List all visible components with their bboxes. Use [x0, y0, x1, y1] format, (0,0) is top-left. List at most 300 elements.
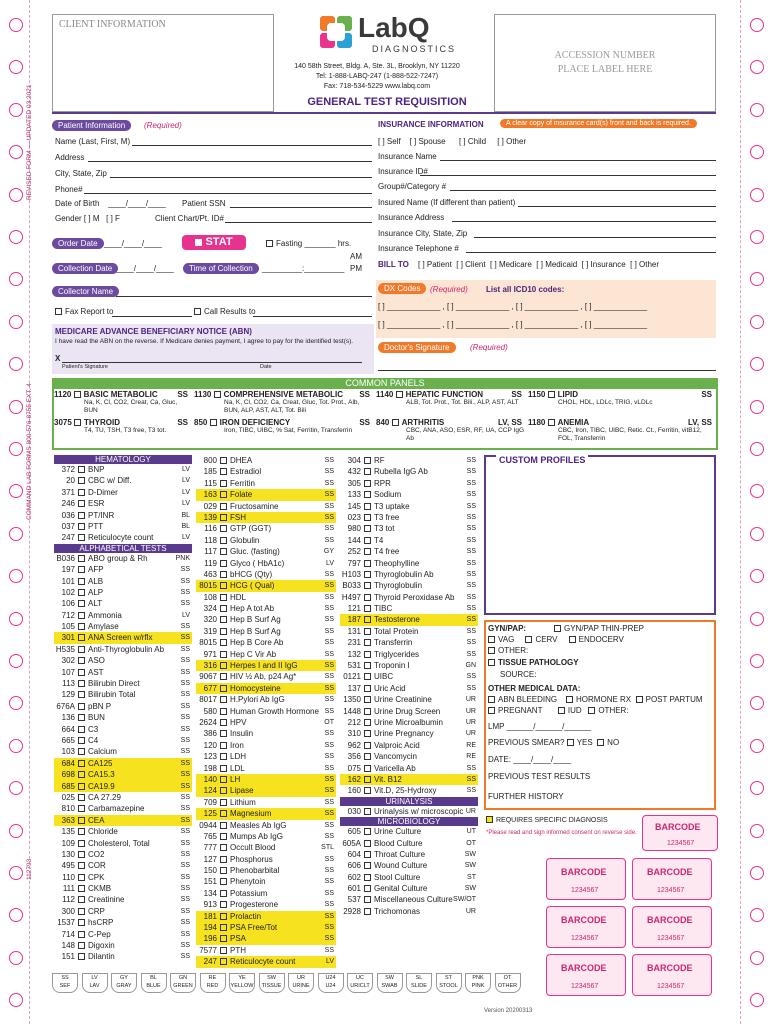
- insurance-tel-label: Insurance Telephone #: [378, 244, 459, 253]
- test-row[interactable]: 371 D-Dimer LV: [61, 487, 190, 497]
- test-row[interactable]: 677 Homocysteine SS: [196, 683, 336, 694]
- logo-subtitle: DIAGNOSTICS: [372, 44, 457, 54]
- test-row[interactable]: 148 Digoxin SS: [61, 941, 190, 951]
- test-row[interactable]: H535 Anti-Thyroglobulin Ab SS: [55, 644, 190, 654]
- requires-diagnosis-label: REQUIRES SPECIFIC DIAGNOSIS: [486, 816, 608, 824]
- binder-hole-icon: [750, 484, 764, 498]
- other-medical-data-label: OTHER MEDICAL DATA:: [488, 684, 581, 693]
- test-row[interactable]: 139 FSH SS: [196, 512, 336, 523]
- barcode-number: 1234567: [657, 887, 685, 894]
- test-row[interactable]: 605A Blood Culture OT: [342, 838, 476, 848]
- group-field[interactable]: [450, 190, 716, 191]
- tube-lav: LV LAV: [82, 973, 108, 993]
- right-tractor-strip: [740, 0, 770, 1024]
- tube-slide: SL SLIDE: [406, 973, 432, 993]
- lmp-field[interactable]: LMP ______/______/______: [488, 722, 592, 731]
- test-row[interactable]: B036 ABO group & Rh PNK: [56, 553, 190, 563]
- test-row[interactable]: 316 Herpes I and II IgG SS: [196, 660, 336, 671]
- abn-signature-field[interactable]: [62, 362, 362, 363]
- barcode-top: [642, 815, 718, 851]
- test-row[interactable]: 319 Hep B Surf Ag SS: [203, 626, 334, 636]
- previous-results-label: PREVIOUS TEST RESULTS: [488, 772, 591, 781]
- test-row[interactable]: 20 CBC w/ Diff. LV: [66, 476, 190, 486]
- test-row[interactable]: 605 Urine Culture UT: [347, 827, 476, 837]
- insurance-address-field[interactable]: [452, 221, 716, 222]
- binder-hole-icon: [9, 866, 23, 880]
- test-row[interactable]: 777 Occult Blood STL: [203, 843, 334, 853]
- test-row[interactable]: 111 CKMB SS: [62, 884, 190, 894]
- binder-hole-icon: [9, 230, 23, 244]
- test-row[interactable]: 029 Fructosamine SS: [203, 501, 334, 511]
- address-label: Address: [55, 153, 85, 162]
- test-row[interactable]: 800 DHEA SS: [203, 456, 334, 465]
- group-label: Group#/Category #: [378, 182, 447, 191]
- binder-hole-icon: [750, 696, 764, 710]
- dob-field[interactable]: ____/____/____: [108, 199, 166, 208]
- test-row[interactable]: 103 Calcium SS: [61, 747, 190, 757]
- gyn-other-checkbox[interactable]: OTHER:: [488, 646, 528, 655]
- insurance-city-field[interactable]: [474, 237, 716, 238]
- binder-hole-icon: [750, 188, 764, 202]
- test-row[interactable]: 140 LH SS: [196, 774, 336, 785]
- test-row[interactable]: 131 Total Protein SS: [347, 626, 476, 636]
- test-row[interactable]: 117 Gluc. (fasting) GY: [204, 547, 334, 557]
- version: Version 20200313: [484, 1008, 533, 1014]
- test-row[interactable]: 163 Folate SS: [196, 489, 336, 500]
- thin-prep-checkbox[interactable]: GYN/PAP THIN-PREP: [554, 624, 644, 633]
- test-row[interactable]: 684 CA125 SS: [54, 758, 192, 769]
- test-row[interactable]: 709 Lithium SS: [203, 797, 334, 807]
- further-history-label: FURTHER HISTORY: [488, 792, 564, 801]
- test-row[interactable]: 310 Urine Pregnancy UR: [347, 729, 476, 739]
- test-row[interactable]: 2624 HPV OT: [199, 717, 334, 727]
- test-row[interactable]: 124 Lipase SS: [196, 785, 336, 796]
- barcode-number: 1234567: [657, 983, 685, 990]
- phone-field[interactable]: [84, 193, 372, 194]
- test-row[interactable]: 151 Phenytoin SS: [203, 877, 334, 887]
- test-row[interactable]: 602 Stool Culture ST: [347, 872, 476, 882]
- binder-hole-icon: [750, 824, 764, 838]
- dob-label: Date of Birth: [55, 199, 100, 208]
- test-row[interactable]: 8015 Hep B Core Ab SS: [199, 638, 334, 648]
- binder-hole-icon: [9, 612, 23, 626]
- test-row[interactable]: 810 Carbamazepine SS: [61, 804, 190, 814]
- binder-hole-icon: [750, 230, 764, 244]
- test-row[interactable]: 797 Theophylline SS: [347, 558, 476, 568]
- test-row[interactable]: 320 Hep B Surf Ag SS: [203, 615, 334, 625]
- fax-field[interactable]: [112, 316, 192, 317]
- test-row[interactable]: 7577 PTH SS: [199, 945, 334, 955]
- test-row[interactable]: 246 ESR LV: [61, 499, 190, 509]
- test-row[interactable]: 664 C3 SS: [61, 724, 190, 734]
- barcode-number: 1234567: [571, 935, 599, 942]
- test-row[interactable]: 105 Amylase SS: [61, 622, 190, 632]
- insurance-address-label: Insurance Address: [378, 213, 445, 222]
- test-row[interactable]: 118 Globulin SS: [204, 535, 334, 545]
- barcode-box: [546, 954, 626, 996]
- microbiology-heading: MICROBIOLOGY: [340, 817, 478, 826]
- binder-hole-icon: [9, 908, 23, 922]
- binder-hole-icon: [750, 951, 764, 965]
- test-row[interactable]: 119 Glyco ( HbA1c) LV: [204, 558, 334, 568]
- tube-sef: SS SEF: [52, 973, 78, 993]
- tube-blue: BL BLUE: [141, 973, 167, 993]
- insurance-heading: INSURANCE INFORMATION: [378, 120, 484, 129]
- bill-to-label: BILL TO: [378, 260, 409, 269]
- barcode-box: [632, 906, 712, 948]
- test-row[interactable]: 160 Vit.D, 25-Hydroxy SS: [347, 786, 476, 796]
- collection-date-heading: Collection Date: [52, 263, 118, 274]
- logo-name: LabQ: [358, 12, 430, 43]
- barcode-label: BARCODE: [647, 915, 693, 925]
- command-lab-text: COMMAND LAB FORMS 800-576-8755 EXT. 4: [26, 383, 33, 520]
- test-row[interactable]: 150 Phenobarbital SS: [203, 866, 334, 876]
- labq-logo-icon: [318, 14, 354, 50]
- panel-thyroid[interactable]: 3075 THYROID SS T4, TU, TSH, T3 free, T3 tot.: [54, 418, 188, 434]
- test-column-1: [54, 455, 192, 963]
- abn-heading: MEDICARE ADVANCE BENEFICIARY NOTICE (ABN): [55, 327, 252, 336]
- source-label: SOURCE:: [500, 670, 537, 679]
- common-panels-heading: COMMON PANELS: [52, 378, 718, 389]
- lab-address: 140 58th Street, Bldg. A, Ste. 3L, Brooklyn, NY 11220 Tel: 1-888-LABQ-247 (1-888-522-7247) Fax: 718-534-5229 www.labq.com: [294, 63, 460, 90]
- call-results-checkbox[interactable]: Call Results to: [194, 307, 256, 316]
- test-row[interactable]: 980 T3 tot SS: [347, 524, 476, 534]
- binder-hole-icon: [9, 400, 23, 414]
- test-row[interactable]: 304 RF SS: [347, 456, 476, 465]
- tube-tissue: SW TISSUE: [259, 973, 285, 993]
- panel-anemia[interactable]: 1180 ANEMIA LV, SS CBC, Iron, TIBC, UIBC, Retic. Ct., Ferritin, vitB12, FOL, Transferrin: [528, 418, 712, 442]
- time-collection-heading: Time of Collection: [183, 263, 259, 274]
- test-row[interactable]: 130 CO2 SS: [61, 849, 190, 859]
- tube-u24: U24 U24: [318, 973, 344, 993]
- binder-hole-icon: [750, 569, 764, 583]
- patient-info-heading: Patient Information: [52, 120, 131, 131]
- tube-stool: ST STOOL: [436, 973, 462, 993]
- test-row[interactable]: 212 Urine Microalbumin UR: [347, 717, 476, 727]
- test-row[interactable]: 116 GTP (GGT) SS: [204, 524, 334, 534]
- barcode-box: [632, 954, 712, 996]
- test-row[interactable]: 372 BNP LV: [61, 465, 190, 474]
- tissue-pathology-checkbox[interactable]: TISSUE PATHOLOGY: [488, 658, 579, 667]
- test-row[interactable]: 247 Reticulocyte count LV: [61, 533, 190, 543]
- test-row[interactable]: 305 RPR SS: [347, 478, 476, 488]
- test-row[interactable]: 301 ANA Screen w/rflx SS: [54, 632, 192, 643]
- city-label: City, State, Zip: [55, 169, 107, 178]
- test-row[interactable]: 127 Phosphorus SS: [203, 854, 334, 864]
- test-row[interactable]: 247 Reticulocyte count LV: [196, 956, 336, 967]
- test-row[interactable]: 300 CRP SS: [61, 906, 190, 916]
- barcode-label: BARCODE: [561, 867, 607, 877]
- tube-urine: UR URINE: [288, 973, 314, 993]
- test-row[interactable]: 134 Potassium SS: [203, 888, 334, 898]
- test-row[interactable]: 108 HDL SS: [203, 592, 334, 602]
- medical-data-row-2[interactable]: PREGNANT IUD OTHER:: [488, 706, 629, 715]
- test-row[interactable]: 037 PTT BL: [61, 521, 190, 531]
- binder-hole-icon: [9, 824, 23, 838]
- test-row[interactable]: 196 PSA SS: [196, 933, 336, 944]
- test-row[interactable]: 185 Estradiol SS: [203, 467, 334, 477]
- test-row[interactable]: 463 bHCG (Qty) SS: [203, 569, 334, 579]
- name-label: Name (Last, First, M): [55, 137, 131, 146]
- test-row[interactable]: 432 Rubella IgG Ab SS: [347, 467, 476, 477]
- test-row[interactable]: 1448 Urine Drug Screen UR: [343, 706, 476, 716]
- doctor-signature-heading: Doctor's Signature: [378, 342, 456, 353]
- test-row[interactable]: 537 Miscellaneous Culture SW/OT: [347, 895, 476, 905]
- insurance-city-label: Insurance City, State, Zip: [378, 229, 468, 238]
- insurance-card-note: A clear copy of insurance card(s) front and back is required.: [500, 119, 697, 128]
- binder-hole-icon: [750, 103, 764, 117]
- barcode-number: 1234567: [571, 887, 599, 894]
- test-row[interactable]: 133 Sodium SS: [347, 490, 476, 500]
- barcode-number: 1234567: [667, 840, 695, 847]
- test-row[interactable]: 913 Progesterone SS: [203, 900, 334, 910]
- tube-red: RE RED: [200, 973, 226, 993]
- binder-hole-icon: [9, 951, 23, 965]
- binder-hole-icon: [750, 272, 764, 286]
- fax-report-checkbox[interactable]: Fax Report to: [55, 307, 113, 316]
- test-row[interactable]: 252 T4 free SS: [347, 547, 476, 557]
- abn-x: X: [55, 354, 61, 363]
- binder-hole-icon: [750, 60, 764, 74]
- test-row[interactable]: 101 ALB SS: [61, 576, 190, 586]
- binder-hole-icon: [9, 569, 23, 583]
- custom-profiles-heading: CUSTOM PROFILES: [496, 455, 588, 465]
- tube-green: GN GREEN: [170, 973, 196, 993]
- binder-hole-icon: [9, 442, 23, 456]
- abn-box: [52, 324, 374, 374]
- barcode-box: [632, 858, 712, 900]
- test-row[interactable]: 0944 Measles Ab IgG SS: [199, 820, 334, 830]
- urinalysis-heading: URINALYSIS: [340, 797, 478, 806]
- test-row[interactable]: 604 Throat Culture SW: [347, 849, 476, 859]
- test-row[interactable]: 107 AST SS: [61, 667, 190, 677]
- barcode-box: [546, 906, 626, 948]
- binder-hole-icon: [750, 654, 764, 668]
- name-field[interactable]: [132, 145, 372, 146]
- test-row[interactable]: 971 Hep C Vir Ab SS: [203, 649, 334, 659]
- insurance-name-field[interactable]: [440, 160, 716, 161]
- test-row[interactable]: 075 Varicella Ab SS: [347, 763, 476, 773]
- address-field[interactable]: [88, 161, 372, 162]
- binder-hole-icon: [750, 866, 764, 880]
- page-title: GENERAL TEST REQUISITION: [307, 96, 467, 108]
- binder-hole-icon: [9, 484, 23, 498]
- dx-note: List all ICD10 codes:: [486, 285, 565, 294]
- collector-field[interactable]: [116, 296, 372, 297]
- panel-basic-metabolic[interactable]: 1120 BASIC METABOLIC SS Na, K, Cl, CO2, Creat, Ca, Gluc, BUN: [54, 390, 188, 414]
- test-row[interactable]: 136 BUN SS: [61, 713, 190, 723]
- test-row[interactable]: 8017 H.Pylori Ab IgG SS: [199, 695, 334, 705]
- test-row[interactable]: 123 LDH SS: [203, 752, 334, 762]
- test-row[interactable]: 120 Iron SS: [203, 740, 334, 750]
- gyn-source-checkboxes[interactable]: VAG CERV ENDOCERV: [488, 635, 624, 644]
- test-row[interactable]: 125 Magnesium SS: [196, 808, 336, 819]
- previous-smear-row[interactable]: PREVIOUS SMEAR? YES NO: [488, 738, 620, 747]
- test-row[interactable]: 606 Wound Culture SW: [347, 861, 476, 871]
- binder-hole-icon: [750, 908, 764, 922]
- chart-field[interactable]: [225, 222, 372, 223]
- abn-sig-label: Patient's Signature: [62, 364, 108, 370]
- binder-hole-icon: [750, 781, 764, 795]
- test-row[interactable]: 712 Ammonia LV: [61, 610, 190, 620]
- test-row[interactable]: 356 Vancomycin RE: [347, 752, 476, 762]
- medical-data-row-1[interactable]: ABN BLEEDING HORMONE RX POST PARTUM: [488, 695, 703, 704]
- insurance-id-field[interactable]: [420, 175, 716, 176]
- insured-name-field[interactable]: [518, 206, 716, 207]
- test-row[interactable]: 714 C-Pep SS: [61, 929, 190, 939]
- fasting-checkbox[interactable]: Fasting _______ hrs.: [266, 239, 351, 248]
- test-row[interactable]: 676A pBN P SS: [56, 701, 190, 711]
- binder-hole-icon: [9, 781, 23, 795]
- binder-hole-icon: [9, 654, 23, 668]
- tube-pink: PNK PINK: [465, 973, 491, 993]
- custom-profiles-box[interactable]: [484, 455, 716, 615]
- binder-hole-icon: [9, 145, 23, 159]
- dx-code-row-2[interactable]: [ ] ____________ , [ ] ____________ , [ ] ____________ , [ ] ____________: [378, 320, 648, 329]
- tube-other: OT OTHER: [495, 973, 521, 993]
- test-row[interactable]: 665 C4 SS: [61, 735, 190, 745]
- consent-note: *Please read and sign informed consent on reverse side.: [486, 830, 637, 836]
- test-row[interactable]: B033 Thyroglobulin SS: [342, 581, 476, 591]
- test-row[interactable]: 112 Creatinine SS: [62, 895, 190, 905]
- tube-uriclt: UC URICLT: [347, 973, 373, 993]
- pm-label: PM: [350, 264, 362, 273]
- test-row[interactable]: 132 Triglycerides SS: [347, 649, 476, 659]
- order-date-heading: Order Date: [52, 238, 104, 249]
- bill-to-options[interactable]: [ ] Patient [ ] Client [ ] Medicare [ ] Medicaid [ ] Insurance [ ] Other: [418, 260, 660, 269]
- doctor-required: (Required): [470, 343, 508, 352]
- binder-hole-icon: [9, 18, 23, 32]
- title-divider: [52, 112, 716, 114]
- gyn-pap-label: GYN/PAP:: [488, 624, 527, 633]
- phone-label: Phone#: [55, 185, 83, 194]
- test-row[interactable]: 144 T4 SS: [347, 535, 476, 545]
- test-row[interactable]: 030 Urinalysis w/ microscopic UR: [347, 806, 476, 816]
- am-label: AM: [350, 252, 362, 261]
- test-row[interactable]: 0121 UIBC SS: [343, 672, 476, 682]
- insured-name-label: Insured Name (If different than patient): [378, 198, 516, 207]
- barcode-number: 1234567: [657, 935, 685, 942]
- test-row[interactable]: 197 AFP SS: [61, 565, 190, 575]
- test-row[interactable]: 1350 Urine Creatinine UR: [343, 695, 476, 705]
- test-row[interactable]: 302 ASO SS: [61, 656, 190, 666]
- test-row[interactable]: H497 Thyroid Peroxidase Ab SS: [341, 592, 476, 602]
- doctor-signature-field[interactable]: [378, 370, 716, 371]
- binder-hole-icon: [750, 315, 764, 329]
- test-row[interactable]: 151 Dilantin SS: [61, 952, 190, 962]
- relationship-options[interactable]: [ ] Self [ ] Spouse [ ] Child [ ] Other: [378, 137, 527, 146]
- test-row[interactable]: 115 Ferritin SS: [204, 478, 334, 488]
- binder-hole-icon: [9, 357, 23, 371]
- collection-date-field[interactable]: ____/____/____: [116, 264, 174, 273]
- barcode-number: 1234567: [571, 983, 599, 990]
- test-row[interactable]: 580 Human Growth Hormone SS: [203, 706, 334, 716]
- test-row[interactable]: 129 Bilirubin Total SS: [61, 690, 190, 700]
- barcode-label: BARCODE: [647, 963, 693, 973]
- binder-hole-icon: [9, 60, 23, 74]
- test-row[interactable]: 102 ALP SS: [61, 587, 190, 597]
- test-column-2: [196, 455, 336, 968]
- accession-text: ACCESSION NUMBER PLACE LABEL HERE: [554, 50, 656, 75]
- test-row[interactable]: 198 LDL SS: [203, 763, 334, 773]
- gender-row: Gender [ ] M [ ] F: [55, 214, 120, 223]
- test-row[interactable]: 145 T3 uptake SS: [347, 501, 476, 511]
- panel-lipid[interactable]: 1150 LIPID SS CHOL, HDL, LDLc, TRIG, vLDLc: [528, 390, 712, 406]
- test-row[interactable]: 386 Insulin SS: [203, 729, 334, 739]
- test-row[interactable]: 187 Testosterone SS: [340, 614, 478, 625]
- test-row[interactable]: 110 CPK SS: [62, 872, 190, 882]
- test-row[interactable]: 181 Prolactin SS: [196, 911, 336, 922]
- test-row[interactable]: 765 Mumps Ab IgG SS: [203, 831, 334, 841]
- test-row[interactable]: 121 TIBC SS: [347, 604, 476, 614]
- test-row[interactable]: 698 CA15.3 SS: [54, 769, 192, 780]
- city-field[interactable]: [110, 177, 372, 178]
- binder-hole-icon: [750, 18, 764, 32]
- binder-hole-icon: [9, 739, 23, 753]
- test-row[interactable]: 495 COR SS: [61, 861, 190, 871]
- test-row[interactable]: 685 CA19.9 SS: [54, 781, 192, 792]
- test-row[interactable]: 106 ALT SS: [61, 599, 190, 609]
- test-row[interactable]: 135 Chloride SS: [61, 827, 190, 837]
- test-row[interactable]: 025 CA 27.29 SS: [61, 792, 190, 802]
- test-row[interactable]: 137 Uric Acid SS: [347, 683, 476, 693]
- call-field[interactable]: [253, 316, 372, 317]
- test-row[interactable]: 113 Bilirubin Direct SS: [62, 679, 190, 689]
- test-row[interactable]: 962 Valproic Acid RE: [347, 740, 476, 750]
- panel-arthritis[interactable]: 840 ARTHRITIS LV, SS CBC, ANA, ASO, ESR, RF, UA, CCP IgG Ab: [376, 418, 524, 442]
- binder-hole-icon: [750, 400, 764, 414]
- hematology-heading: HEMATOLOGY: [54, 455, 192, 464]
- test-row[interactable]: H103 Thyroglobulin Ab SS: [341, 569, 476, 579]
- dx-code-row-1[interactable]: [ ] ____________ , [ ] ____________ , [ ] ____________ , [ ] ____________: [378, 302, 648, 311]
- test-row[interactable]: 1537 hsCRP SS: [57, 918, 190, 928]
- binder-hole-icon: [750, 739, 764, 753]
- panel-hepatic-function[interactable]: 1140 HEPATIC FUNCTION SS ALB, Tot. Prot., Tot. Bili., ALP, AST, ALT: [376, 390, 522, 406]
- test-row[interactable]: 023 T3 free SS: [347, 512, 476, 522]
- test-row[interactable]: 324 Hep A tot Ab SS: [203, 604, 334, 614]
- binder-hole-icon: [750, 442, 764, 456]
- insurance-name-label: Insurance Name: [378, 152, 437, 161]
- stat-button[interactable]: STAT: [182, 235, 246, 250]
- binder-hole-icon: [9, 527, 23, 541]
- tube-gray: GY GRAY: [111, 973, 137, 993]
- test-row[interactable]: 162 Vit. B12 SS: [340, 774, 478, 785]
- test-row[interactable]: 036 PT/INR BL: [61, 510, 190, 520]
- test-row[interactable]: 194 PSA Free/Tot SS: [196, 922, 336, 933]
- order-date-field[interactable]: ____/____/____: [104, 239, 162, 248]
- panel-iron-deficiency[interactable]: 850 IRON DEFICIENCY SS Iron, TIBC, UIBC, % Sat, Ferritin, Transferrin: [194, 418, 370, 434]
- test-row[interactable]: 531 Troponin I GN: [347, 661, 476, 671]
- time-collection-field[interactable]: _________:_________: [262, 264, 345, 273]
- patient-required: (Required): [144, 121, 182, 130]
- test-row[interactable]: 8015 HCG ( Qual) SS: [196, 580, 336, 591]
- tube-yellow: YE YELLOW: [229, 973, 255, 993]
- test-row[interactable]: 363 CEA SS: [54, 815, 192, 826]
- binder-hole-icon: [9, 188, 23, 202]
- barcode-label: BARCODE: [655, 822, 701, 832]
- client-info-box[interactable]: [52, 14, 274, 112]
- test-row[interactable]: 9067 HIV ½ Ab, p24 Ag* SS: [199, 672, 334, 682]
- ssn-field[interactable]: [230, 207, 372, 208]
- panel-comprehensive-metabolic[interactable]: 1130 COMPREHENSIVE METABOLIC SS Na, K, Cl, CO2, Ca, Creat, Gluc, Tot. Prot., Alb, BUN, ALP, AST, ALT, Tot. Bili: [194, 390, 370, 414]
- test-row[interactable]: 231 Transferrin SS: [347, 638, 476, 648]
- test-row[interactable]: 601 Genital Culture SW: [347, 884, 476, 894]
- test-row[interactable]: 2928 Trichomonas UR: [343, 906, 476, 916]
- gyn-pap-box: [484, 620, 716, 810]
- test-row[interactable]: 109 Cholesterol, Total SS: [61, 838, 190, 848]
- date-field[interactable]: DATE: ____/____/____: [488, 755, 572, 764]
- insurance-tel-field[interactable]: [466, 252, 716, 253]
